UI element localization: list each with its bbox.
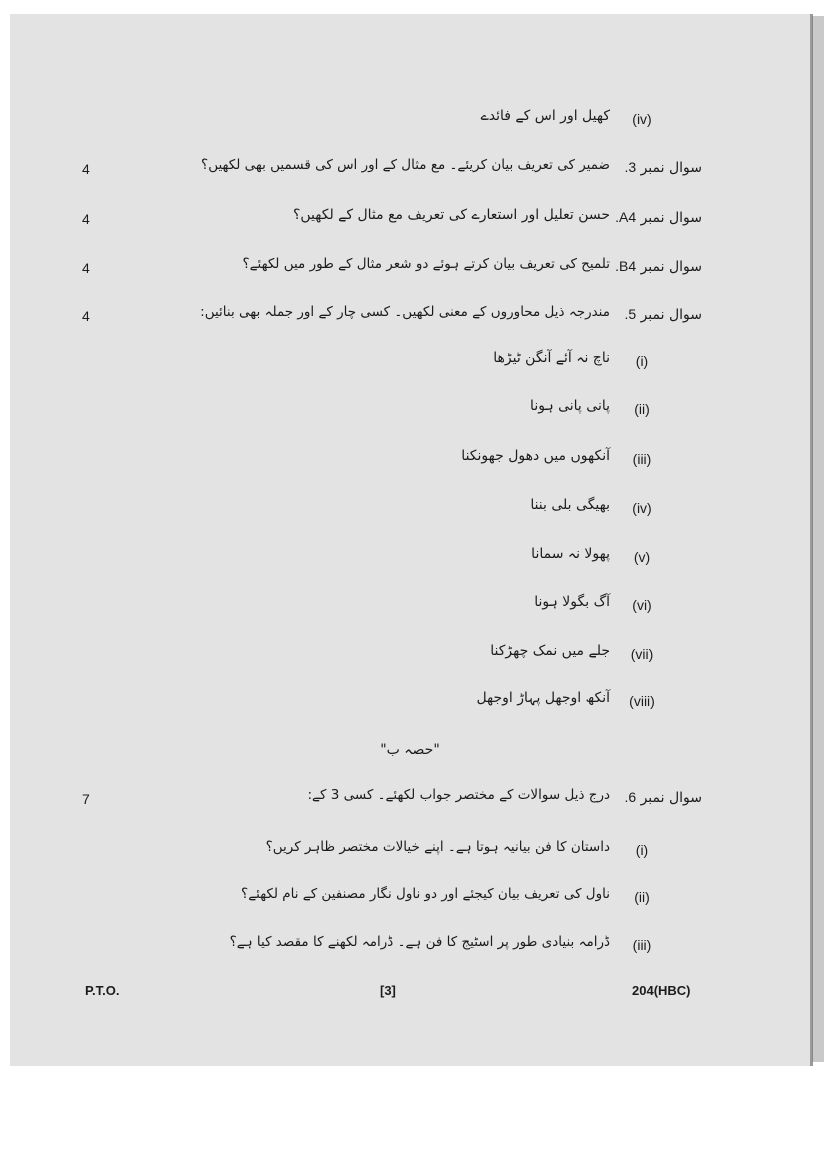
item-text: آنکھ اوجھل پہاڑ اوجھل [476, 690, 610, 706]
item-text: ناول کی تعریف بیان کیجئے اور دو ناول نگار مصنفین کے نام لکھئے؟ [241, 886, 610, 902]
item-text: بھیگی بلی بننا [530, 497, 610, 513]
section-heading: "حصہ ب" [380, 742, 440, 758]
question-label [615, 258, 702, 275]
item-number: (i) [635, 842, 649, 858]
question-label-text: سوال نمبر [640, 259, 702, 275]
question-number: 3. [624, 159, 637, 175]
list-item [10, 934, 810, 964]
exam-page [10, 14, 813, 1066]
item-number: (iv) [632, 500, 652, 516]
item-number: (viii) [629, 693, 655, 709]
item-number: (iii) [632, 937, 652, 953]
marks: 4 [82, 260, 90, 276]
list-item [10, 448, 810, 478]
question-row [10, 304, 810, 334]
question-text: درج ذیل سوالات کے مختصر جواب لکھئے۔ کسی 3 کے: [307, 787, 610, 803]
question-text: ضمیر کی تعریف بیان کریئے۔ مع مثال کے اور اس کی قسمیں بھی لکھیں؟ [201, 157, 610, 173]
question-text: مندرجہ ذیل محاوروں کے معنی لکھیں۔ کسی چار کے اور جملہ بھی بنائیں: [200, 304, 610, 320]
item-text: پانی پانی ہونا [530, 398, 610, 414]
item-text: کھیل اور اس کے فائدے [480, 108, 610, 124]
list-item [10, 497, 810, 527]
question-row [10, 787, 810, 817]
question-number: B4. [615, 258, 637, 274]
item-text: آنکھوں میں دھول جھونکنا [461, 448, 610, 464]
question-text: حسن تعلیل اور استعارے کی تعریف مع مثال کے لکھیں؟ [292, 207, 610, 223]
list-item [10, 643, 810, 673]
item-number: (i) [635, 353, 649, 369]
question-number: A4. [615, 209, 637, 225]
question-label [624, 306, 702, 323]
question-label [615, 209, 702, 226]
marks: 4 [82, 161, 90, 177]
paper-code: 204(HBC) [632, 983, 691, 998]
list-item [10, 350, 810, 380]
question-label-text: سوال نمبر [640, 160, 702, 176]
list-item [10, 690, 810, 720]
item-text: جلے میں نمک چھڑکنا [490, 643, 610, 659]
item-number: (ii) [634, 401, 650, 417]
item-text: داستان کا فن بیانیہ ہوتا ہے۔ اپنے خیالات مختصر ظاہر کریں؟ [265, 839, 610, 855]
question-number: 6. [624, 789, 637, 805]
list-item [10, 839, 810, 869]
list-item [10, 594, 810, 624]
question-row [10, 207, 810, 237]
question-label [624, 159, 702, 176]
list-item [10, 398, 810, 428]
question-row [10, 157, 810, 187]
footer-pto: P.T.O. [85, 983, 120, 998]
item-number: (ii) [634, 889, 650, 905]
item-number: (vi) [632, 597, 652, 613]
item-number: (vii) [630, 646, 654, 662]
item-number: (iii) [632, 451, 652, 467]
item-text: ناچ نہ آئے آنگن ٹیڑھا [493, 350, 610, 366]
marks: 4 [82, 211, 90, 227]
question-text: تلمیح کی تعریف بیان کرتے ہوئے دو شعر مثال کے طور میں لکھئے؟ [242, 256, 610, 272]
page-number: [3] [380, 983, 396, 998]
question-label-text: سوال نمبر [640, 790, 702, 806]
marks: 7 [82, 791, 90, 807]
question-number: 5. [624, 306, 637, 322]
list-item [10, 546, 810, 576]
question-label [624, 789, 702, 806]
item-text: ڈرامہ بنیادی طور پر اسٹیج کا فن ہے۔ ڈرامہ لکھنے کا مقصد کیا ہے؟ [229, 934, 610, 950]
question-row [10, 256, 810, 286]
item-number: (iv) [632, 111, 652, 127]
question-label-text: سوال نمبر [640, 307, 702, 323]
item-number: (v) [633, 549, 651, 565]
marks: 4 [82, 308, 90, 324]
list-item [10, 108, 810, 138]
question-label-text: سوال نمبر [640, 210, 702, 226]
item-text: آگ بگولا ہونا [534, 594, 610, 610]
list-item [10, 886, 810, 916]
item-text: پھولا نہ سمانا [531, 546, 610, 562]
